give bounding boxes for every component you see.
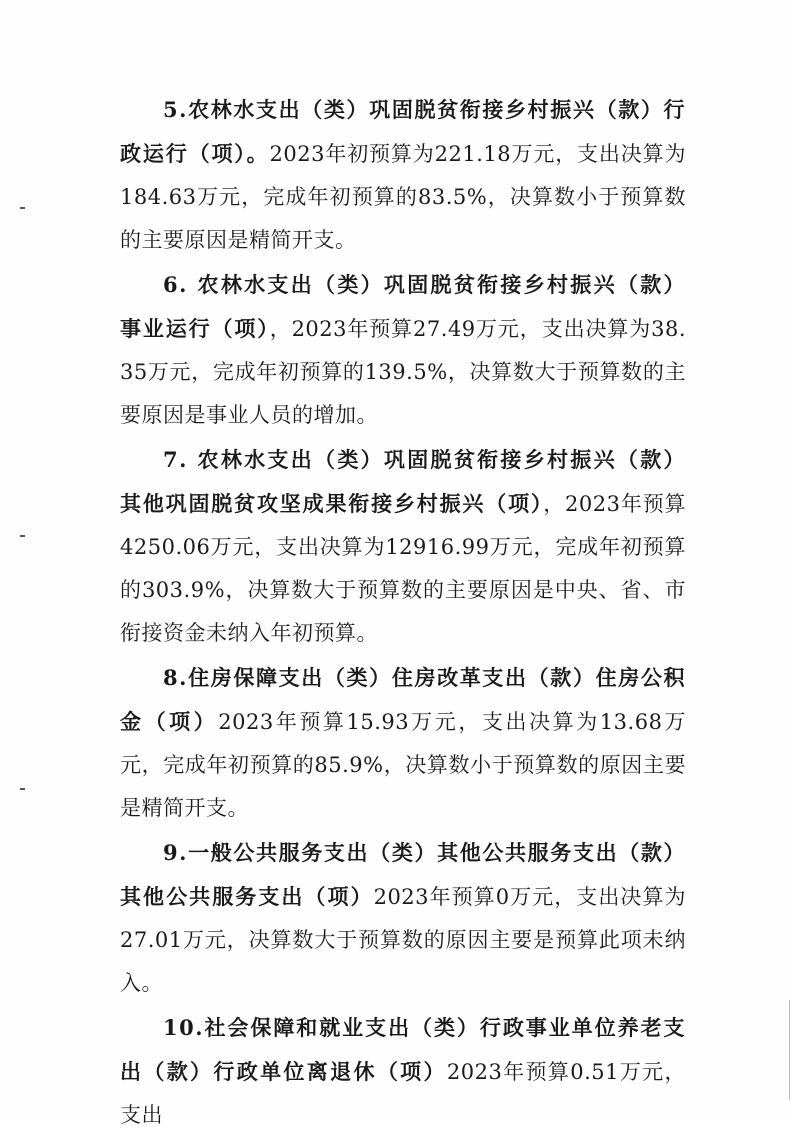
paragraph-text: ，2023年预算27.49万元，支出决算为38.35万元，完成年初预算的139.5%，决算数大于预算数的主要原因是事业人员的增加。: [120, 317, 686, 427]
scan-margin-mark: [20, 535, 25, 537]
scan-margin-mark: [20, 788, 25, 790]
paragraph-9: [120, 831, 686, 1005]
paragraph-text: ，2023年预算4250.06万元，支出决算为12916.99万元，完成年初预算的303.9%，决算数大于预算数的主要原因是中央、省、市衔接资金未纳入年初预算。: [120, 492, 686, 645]
paragraph-7: [120, 438, 686, 655]
paragraph-text: 2023年预算0万元，支出决算为27.01万元，决算数大于预算数的原因主要是预算此项未纳入。: [120, 885, 687, 995]
paragraph-heading: 8.住房保障支出（类）住房改革支出（款）住房公积金（项）: [120, 665, 686, 734]
paragraph-8: [120, 656, 686, 830]
scan-margin-mark: [20, 207, 25, 209]
paragraph-heading: 6. 农林水支出（类）巩固脱贫衔接乡村振兴（款）事业运行（项）: [120, 272, 686, 341]
paragraph-heading: 7. 农林水支出（类）巩固脱贫衔接乡村振兴（款）其他巩固脱贫攻坚成果衔接乡村振兴（项）: [120, 447, 686, 516]
paragraph-6: [120, 263, 686, 437]
scan-edge-line: [789, 1000, 790, 1100]
document-body: [120, 88, 686, 1137]
paragraph-5: [120, 88, 686, 262]
paragraph-text: 2023年预算0.51万元，支出: [120, 1060, 687, 1127]
paragraph-heading: 10.社会保障和就业支出（类）行政事业单位养老支出（款）行政单位离退休（项）: [120, 1015, 686, 1084]
paragraph-heading: 5.农林水支出（类）巩固脱贫衔接乡村振兴（款）行政运行（项）。: [120, 97, 686, 166]
paragraph-10: [120, 1006, 686, 1137]
paragraph-text: 2023年预算15.93万元，支出决算为13.68万元，完成年初预算的85.9%，决算数小于预算数的原因主要是精简开支。: [120, 710, 686, 820]
paragraph-heading: 9.一般公共服务支出（类）其他公共服务支出（款）其他公共服务支出（项）: [120, 840, 686, 909]
paragraph-text: 2023年初预算为221.18万元，支出决算为184.63万元，完成年初预算的83.5%，决算数小于预算数的主要原因是精简开支。: [120, 142, 687, 252]
